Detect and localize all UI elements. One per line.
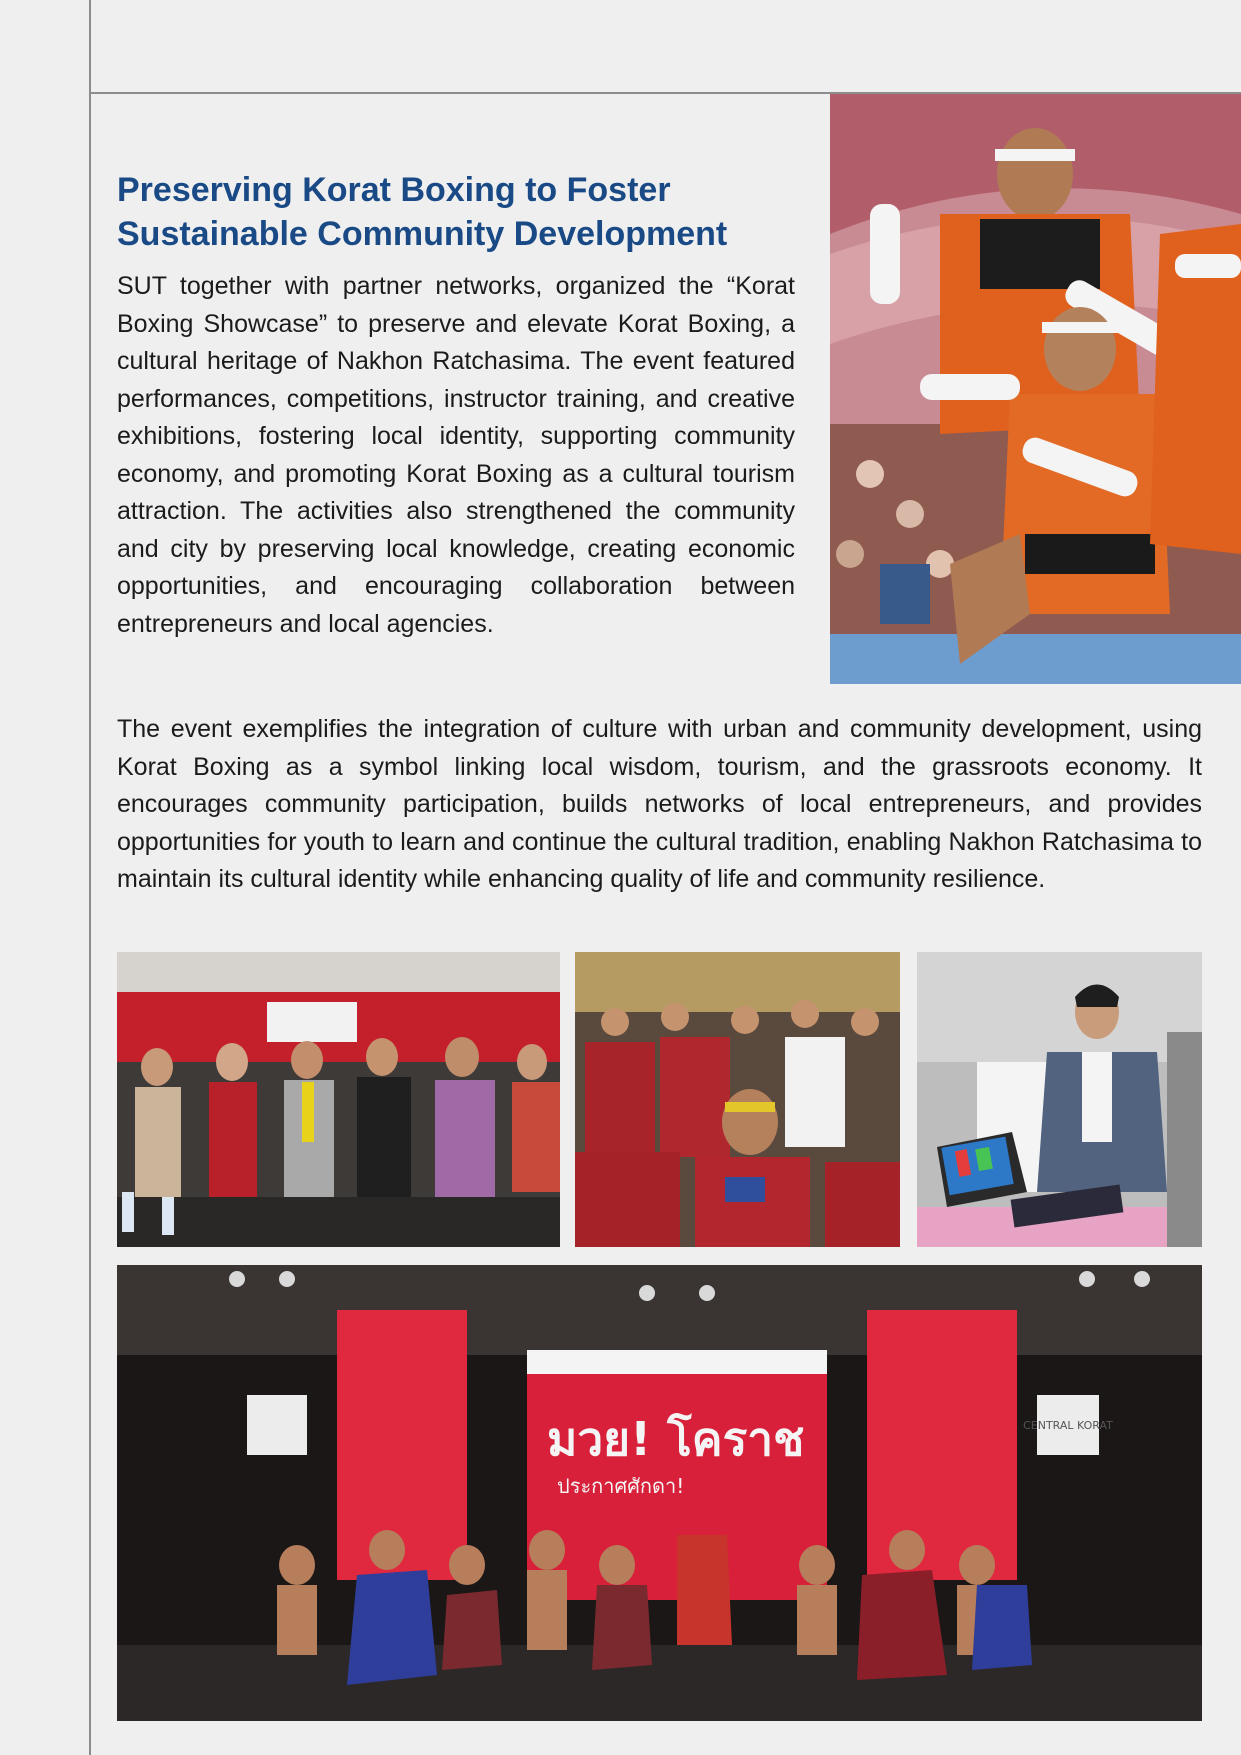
article-paragraph-2: The event exemplifies the integration of culture with urban and community development, using Korat Boxing as a symbol linking local wisdom, tourism, and the grassroots economy. It encourages community participation, builds networks of local entrepreneurs, and provides opportunities for youth to learn and continue the cultural tradition, enabling Nakhon Ratchasima to maintain its cultural identity while enhancing quality of life and community resilience. bbox=[117, 715, 1202, 893]
article-paragraph-1: SUT together with partner networks, organized the “Korat Boxing Showcase” to preserve and elevate Korat Boxing, a cultural heritage of Nakhon Ratchasima. The event featured performances, competitions, instructor training, and creative exhibitions, fostering local identity, supporting community economy, and promoting Korat Boxing as a cultural tourism attraction. The activities also strengthened the community and city by preserving local knowledge, creating economic opportunities, and encouraging collaboration between entrepreneurs and local agencies. bbox=[117, 272, 795, 638]
sponsor-sign-central-korat: CENTRAL KORAT bbox=[1023, 1419, 1113, 1432]
photo-laptop-exhibition bbox=[917, 952, 1202, 1247]
article-title bbox=[117, 168, 797, 256]
article-title-line-1: Preserving Korat Boxing to Foster bbox=[117, 171, 671, 209]
article-title-line-2: Sustainable Community Development bbox=[117, 215, 728, 253]
stage-banner-headline: มวย! โคราช bbox=[547, 1412, 805, 1466]
left-margin-rule bbox=[89, 0, 91, 1755]
stage-banner-subline: ประกาศศักดา! bbox=[557, 1474, 685, 1498]
photo-seated-guests bbox=[117, 952, 560, 1247]
hero-photo-young-boxers bbox=[830, 94, 1241, 684]
photo-boxing-instructors bbox=[575, 952, 900, 1247]
photo-stage-performance bbox=[117, 1265, 1202, 1721]
